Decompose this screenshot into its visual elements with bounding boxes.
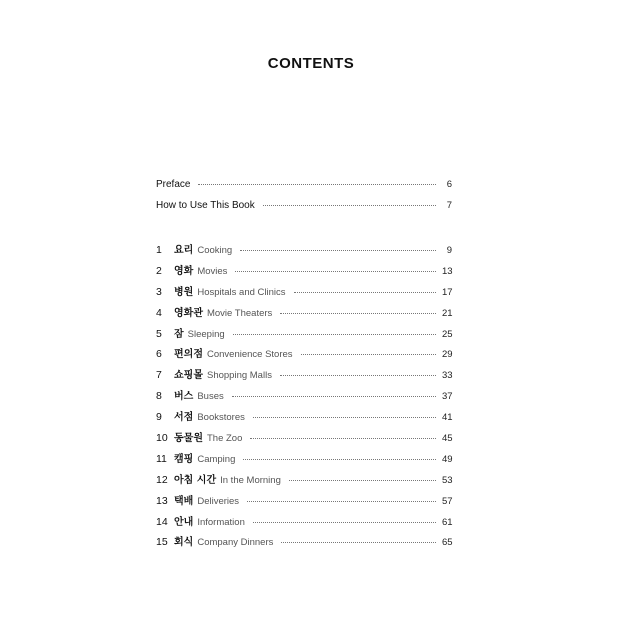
dot-leader (232, 396, 436, 397)
chapter-number: 14 (156, 515, 168, 528)
toc-entry-how-to-use[interactable] (156, 200, 452, 221)
chapter-english-title: Company Dinners (197, 537, 274, 549)
chapter-english-title: Buses (197, 391, 224, 403)
chapter-page-number: 45 (442, 433, 453, 445)
chapter-page-number: 53 (442, 474, 453, 486)
toc-entry-chapter-3[interactable] (156, 283, 452, 304)
chapter-number: 15 (156, 536, 168, 549)
dot-leader (198, 184, 436, 185)
chapter-korean-title: 요리 (174, 245, 194, 256)
chapter-page-number: 57 (442, 495, 453, 507)
dot-leader (253, 522, 436, 523)
toc-entry-chapter-9[interactable] (156, 408, 452, 429)
chapter-number: 3 (156, 285, 162, 298)
chapter-number: 8 (156, 390, 162, 403)
chapter-english-title: Movie Theaters (206, 307, 273, 319)
toc-entry-page: 7 (446, 199, 452, 211)
chapter-page-number: 21 (442, 307, 453, 319)
chapter-english-title: The Zoo (206, 433, 243, 445)
toc-entry-chapter-4[interactable] (156, 304, 452, 325)
dot-leader (280, 313, 436, 314)
toc-entry-chapter-2[interactable] (156, 262, 452, 283)
toc-entry-page: 6 (446, 179, 452, 190)
chapter-korean-title: 잠 (174, 328, 184, 340)
chapter-page-number: 13 (442, 265, 453, 277)
chapter-english-title: Sleeping (187, 328, 225, 340)
chapter-number: 4 (156, 306, 162, 319)
chapter-english-title: Information (197, 516, 245, 528)
chapter-korean-title: 아침 시간 (174, 474, 217, 486)
chapter-list (156, 241, 452, 554)
chapter-english-title: Convenience Stores (206, 349, 293, 361)
chapter-korean-title: 안내 (174, 516, 194, 528)
chapter-page-number: 17 (442, 286, 453, 298)
chapter-page-number: 29 (442, 349, 453, 361)
toc-entry-label: Preface (156, 179, 191, 190)
chapter-page-number: 25 (442, 328, 453, 340)
chapter-korean-title: 쇼핑몰 (174, 370, 203, 382)
chapter-page-number: 37 (442, 391, 453, 403)
dot-leader (243, 459, 436, 460)
chapter-number: 11 (156, 452, 167, 465)
dot-leader (294, 292, 436, 293)
chapter-number: 10 (156, 432, 168, 445)
toc-entry-chapter-8[interactable] (156, 387, 452, 408)
chapter-number: 13 (156, 494, 168, 507)
chapter-number: 12 (156, 473, 168, 486)
dot-leader (263, 205, 436, 206)
chapter-number: 6 (156, 348, 162, 361)
toc-entry-chapter-6[interactable] (156, 345, 452, 366)
toc-entry-chapter-7[interactable] (156, 366, 452, 387)
toc-entry-chapter-12[interactable] (156, 471, 452, 492)
toc-entry-chapter-14[interactable] (156, 513, 452, 534)
dot-leader (280, 375, 436, 376)
chapter-page-number: 65 (442, 537, 453, 549)
chapter-korean-title: 병원 (174, 286, 194, 298)
chapter-number: 9 (156, 411, 162, 424)
toc-entry-chapter-10[interactable] (156, 429, 452, 450)
chapter-number: 2 (156, 264, 162, 277)
dot-leader (247, 501, 436, 502)
dot-leader (250, 438, 436, 439)
front-matter-list (156, 179, 452, 221)
chapter-number: 1 (156, 244, 162, 256)
chapter-english-title: Camping (197, 453, 236, 465)
chapter-page-number: 49 (442, 453, 453, 465)
chapter-page-number: 41 (442, 412, 453, 424)
chapter-korean-title: 동물원 (174, 433, 203, 445)
chapter-korean-title: 편의점 (174, 349, 203, 361)
chapter-korean-title: 캠핑 (174, 453, 194, 465)
chapter-korean-title: 회식 (174, 537, 194, 549)
chapter-korean-title: 버스 (174, 391, 194, 403)
chapter-number: 5 (156, 327, 162, 340)
chapter-korean-title: 택배 (174, 495, 194, 507)
chapter-korean-title: 영화관 (174, 307, 203, 319)
chapter-english-title: Deliveries (197, 495, 240, 507)
chapter-english-title: Hospitals and Clinics (197, 286, 286, 298)
dot-leader (253, 417, 436, 418)
chapter-english-title: Movies (197, 265, 228, 277)
chapter-english-title: In the Morning (220, 474, 281, 486)
dot-leader (233, 334, 436, 335)
chapter-korean-title: 서점 (174, 412, 194, 424)
chapter-page-number: 9 (446, 245, 452, 256)
toc-entry-chapter-1[interactable] (156, 241, 452, 262)
toc-entry-chapter-13[interactable] (156, 492, 452, 513)
chapter-english-title: Bookstores (197, 412, 245, 424)
dot-leader (235, 271, 436, 272)
chapter-page-number: 61 (442, 516, 453, 528)
chapter-number: 7 (156, 369, 162, 382)
toc-entry-chapter-5[interactable] (156, 325, 452, 346)
chapter-english-title: Shopping Malls (206, 370, 272, 382)
toc-entry-preface[interactable] (156, 179, 452, 200)
toc-entry-chapter-11[interactable] (156, 450, 452, 471)
dot-leader (301, 354, 436, 355)
dot-leader (289, 480, 436, 481)
chapter-english-title: Cooking (197, 245, 233, 256)
toc-entry-label: How to Use This Book (156, 199, 255, 211)
page-title: CONTENTS (267, 55, 355, 72)
dot-leader (240, 250, 436, 251)
dot-leader (281, 542, 436, 543)
toc-entry-chapter-15[interactable] (156, 533, 452, 554)
chapter-korean-title: 영화 (174, 265, 194, 277)
chapter-page-number: 33 (442, 370, 453, 382)
